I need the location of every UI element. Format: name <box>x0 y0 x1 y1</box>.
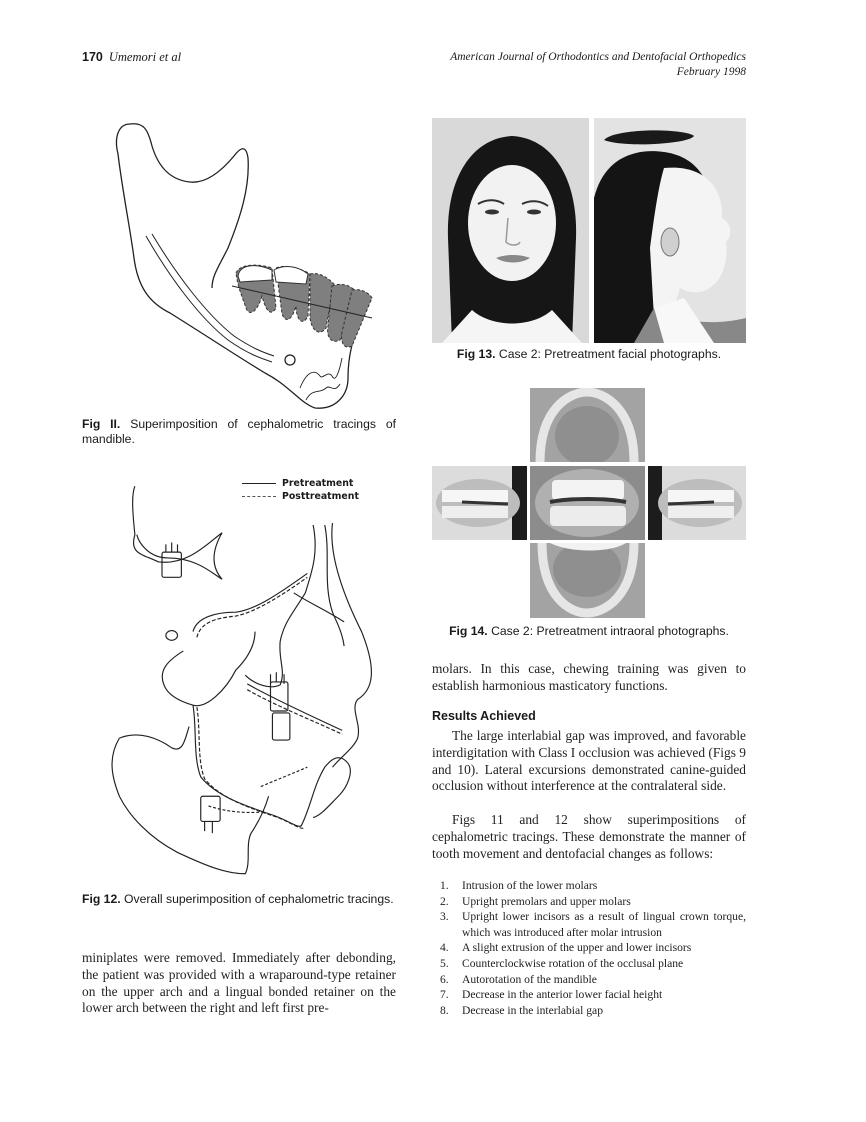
fig12-legend <box>242 477 359 503</box>
cephalometric-superimposition-illustration <box>100 470 410 890</box>
fig13-caption-text: Case 2: Pretreatment facial photographs. <box>498 347 722 361</box>
left-buccal-photo <box>648 466 746 540</box>
legend-label: Pretreatment <box>282 478 354 489</box>
list-item: 7. Decrease in the anterior lower facial height <box>440 988 663 1002</box>
running-header-right <box>450 50 746 80</box>
fig11-caption <box>82 417 396 447</box>
right-column-continuation: molars. In this case, chewing training was given to establish harmonious masticatory functions. <box>432 661 746 693</box>
fig12-label: Fig 12. <box>82 892 121 906</box>
fig14-label: Fig 14. <box>449 624 488 638</box>
issue-date: February 1998 <box>676 66 746 78</box>
fig11-label: Fig II. <box>82 417 121 431</box>
list-item: 3. Upright lower incisors as a result of lingual crown torque, which was introduced after molar intrusion <box>440 910 746 939</box>
fig12-caption-text: Overall superimposition of cephalometric tracings. <box>124 892 394 906</box>
mandible-tracing-illustration <box>100 118 390 413</box>
fig12-caption <box>82 892 396 907</box>
list-item: 2. Upright premolars and upper molars <box>440 894 631 908</box>
journal-title: American Journal of Orthodontics and Dentofacial Orthopedics <box>450 51 746 63</box>
list-item: 4. A slight extrusion of the upper and lower incisors <box>440 941 692 955</box>
solid-line-icon <box>242 483 276 484</box>
profile-face-photo <box>594 118 746 343</box>
fig11-caption-text: Superimposition of cephalometric tracings of mandible. <box>82 417 397 446</box>
list-item: 8. Decrease in the interlabial gap <box>440 1003 603 1017</box>
page-number: 170 <box>82 50 103 64</box>
legend-item-posttreatment <box>242 490 359 503</box>
legend-item-pretreatment <box>242 477 359 490</box>
fig13-label: Fig 13. <box>456 347 496 361</box>
left-column-paragraph: miniplates were removed. Immediately after debonding, the patient was provided with a wraparound-type retainer on the upper arch and a lingual bonded retainer on the lower arch between the right and left first pre- <box>82 950 396 1016</box>
right-buccal-photo <box>432 466 527 540</box>
fig14-caption <box>432 624 746 639</box>
dashed-line-icon <box>242 496 276 497</box>
upper-occlusal-photo <box>530 388 645 462</box>
lower-occlusal-photo <box>530 543 645 618</box>
list-item: 5. Counterclockwise rotation of the occlusal plane <box>440 956 684 970</box>
list-item: 6. Autorotation of the mandible <box>440 972 597 986</box>
list-item: 1. Intrusion of the lower molars <box>440 879 598 892</box>
results-paragraph-2: Figs 11 and 12 show superimpositions of cephalometric tracings. These demonstrate the manner of tooth movement and dentofacial changes as follows: <box>432 812 746 861</box>
results-paragraph-1: The large interlabial gap was improved, and favorable interdigitation with Class I occlusion was achieved (Figs 9 and 10). Lateral excursions demonstrated canine-guided occlusion without interference at the contralateral side. <box>432 728 746 794</box>
frontal-face-photo <box>432 118 589 343</box>
running-header-left <box>82 50 181 65</box>
section-heading-results: Results Achieved <box>432 709 536 723</box>
running-authors: Umemori et al <box>108 50 182 64</box>
frontal-intraoral-photo <box>530 466 645 540</box>
legend-label: Posttreatment <box>282 491 359 502</box>
fig14-caption-text: Case 2: Pretreatment intraoral photographs. <box>491 624 729 638</box>
fig13-caption <box>432 347 746 362</box>
results-list <box>432 878 746 1018</box>
